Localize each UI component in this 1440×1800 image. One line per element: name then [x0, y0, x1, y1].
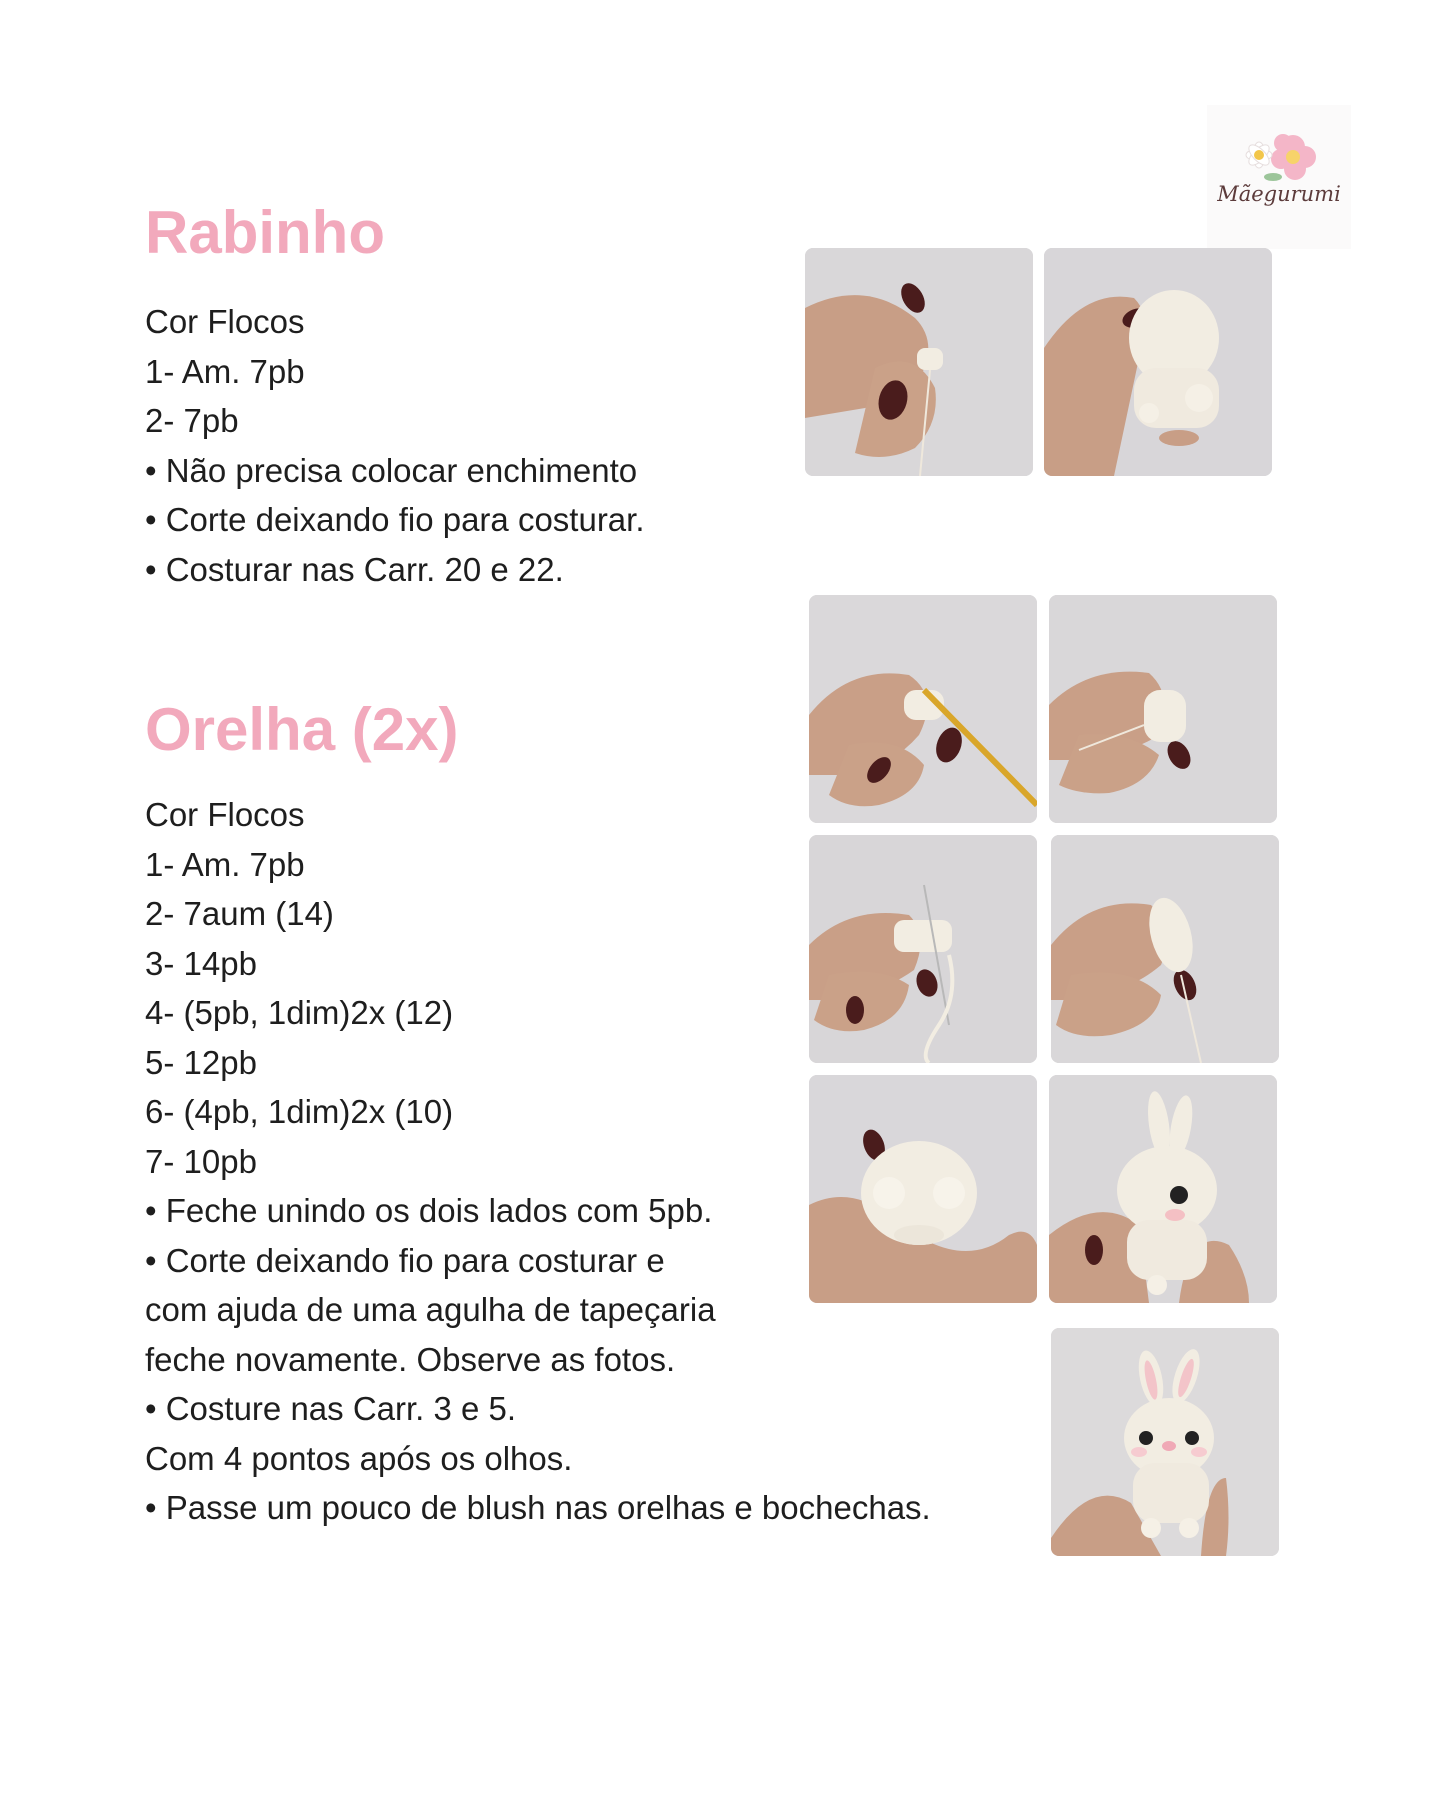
- logo-wordmark: Mãegurumi: [1217, 182, 1341, 206]
- hand-crocheting-ear-photo: [809, 595, 1037, 823]
- finished-bunny-with-blush-photo: [1051, 1328, 1279, 1556]
- section-title-orelha: Orelha (2x): [145, 696, 459, 763]
- instruction-line: • Corte deixando fio para costurar e: [145, 1241, 665, 1279]
- instruction-line: 4- (5pb, 1dim)2x (12): [145, 994, 454, 1031]
- instruction-line: 2- 7aum (14): [145, 895, 334, 932]
- bunny-back-view-photo: [809, 1075, 1037, 1303]
- instruction-line: 7- 10pb: [145, 1142, 257, 1180]
- hand-sewing-ear-photo: [809, 835, 1037, 1063]
- instruction-line: 3- 14pb: [145, 944, 257, 982]
- instruction-line: • Costurar nas Carr. 20 e 22.: [145, 550, 564, 588]
- instruction-line: • Corte deixando fio para costurar.: [145, 501, 645, 538]
- instruction-line: 2- 7pb: [145, 402, 239, 439]
- hand-holding-finished-ear-photo: [1051, 835, 1279, 1063]
- instruction-line: 5- 12pb: [145, 1043, 257, 1081]
- instruction-line: • Costure nas Carr. 3 e 5.: [145, 1390, 517, 1427]
- hand-holding-bunny-back-photo: [1044, 248, 1272, 476]
- rabinho-instructions: [145, 297, 645, 594]
- instruction-line: Cor Flocos: [145, 796, 305, 833]
- instruction-line: feche novamente. Observe as fotos.: [145, 1340, 676, 1378]
- brand-logo: [1207, 105, 1351, 249]
- bunny-with-ears-photo: [1049, 1075, 1277, 1303]
- instruction-line: • Passe um pouco de blush nas orelhas e bochechas.: [145, 1489, 931, 1526]
- instruction-line: Com 4 pontos após os olhos.: [145, 1439, 573, 1477]
- instruction-line: 1- Am. 7pb: [145, 845, 305, 883]
- instruction-line: • Feche unindo os dois lados com 5pb.: [145, 1192, 713, 1229]
- instruction-line: • Não precisa colocar enchimento: [145, 451, 638, 489]
- instruction-line: 1- Am. 7pb: [145, 352, 305, 390]
- instruction-line: com ajuda de uma agulha de tapeçaria: [145, 1291, 716, 1328]
- hand-holding-small-tail-photo: [805, 248, 1033, 476]
- instruction-line: 6- (4pb, 1dim)2x (10): [145, 1093, 454, 1130]
- instruction-line: Cor Flocos: [145, 303, 305, 340]
- section-title-rabinho: Rabinho: [145, 199, 385, 266]
- hand-holding-ear-piece-photo: [1049, 595, 1277, 823]
